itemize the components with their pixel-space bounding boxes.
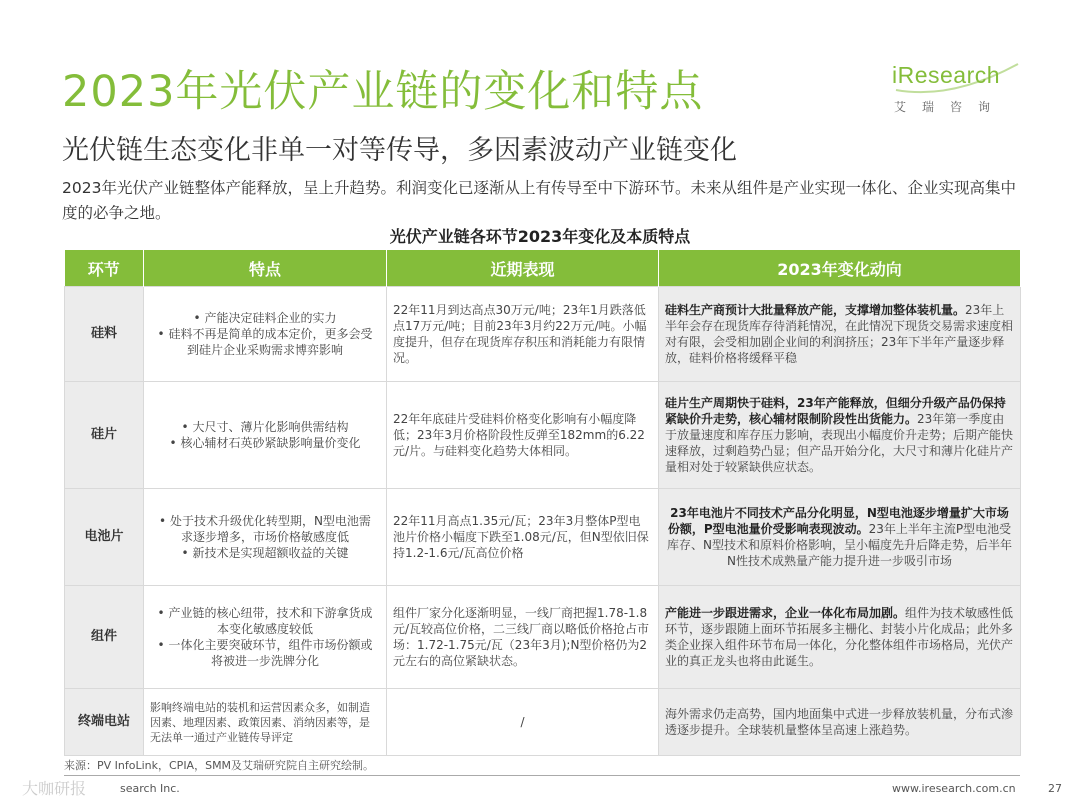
header-recent: 近期表现 (387, 250, 659, 287)
features-cell (144, 489, 387, 586)
table-row (65, 586, 1021, 689)
page-title: 2023年光伏产业链的变化和特点 (62, 67, 704, 117)
segment-cell: 终端电站 (65, 689, 144, 756)
feature-item: • 一体化主要突破环节，组件市场份额或将被进一步洗牌分化 (154, 637, 376, 669)
trend-text: 23年上半年会存在现货库存待消耗情况，在此情况下现货交易需求速度相对有限，会受相加剧企业间的利润挤压；23年下半年产量逐步释放，硅料价格将缓释平稳 (665, 303, 1014, 365)
iresearch-logo (892, 60, 1022, 122)
footer-company: search Inc. (120, 782, 180, 795)
trend-highlight: 硅片生产周期快于硅料，23年产能释放，但细分升级产品仍保持紧缺价升走势，核心辅材限制阶段性出货能力。 (665, 396, 1006, 426)
feature-item: • 处于技术升级优化转型期，N型电池需求逐步增多，市场价格敏感度低 (154, 513, 376, 545)
recent-cell: 22年年底硅片受硅料价格变化影响有小幅度降低；23年3月价格阶段性反弹至182mm的6.22元/片。与硅料变化趋势大体相同。 (387, 382, 659, 489)
page-number: 27 (1048, 782, 1062, 795)
recent-cell: 组件厂家分化逐渐明显，一线厂商把握1.78-1.8元/瓦较高位价格，二三线厂商以略低价格抢占市场：1.72-1.75元/瓦（23年3月);N型价格仍为2元左右的高位紧缺状态。 (387, 586, 659, 689)
footer-divider (64, 775, 1020, 776)
recent-cell: 22年11月高点1.35元/瓦；23年3月整体P型电池片价格小幅度下跌至1.08元/瓦，但N型依旧保持1.2-1.6元/瓦高位价格 (387, 489, 659, 586)
industry-chain-table (64, 250, 1021, 756)
trend-cell (659, 586, 1021, 689)
recent-cell: / (387, 689, 659, 756)
feature-item: • 产业链的核心纽带，技术和下游拿货成本变化敏感度较低 (154, 605, 376, 637)
header-trend: 2023年变化动向 (659, 250, 1021, 287)
trend-highlight: 硅料生产商预计大批量释放产能，支撑增加整体装机量。 (665, 303, 966, 317)
footer-url[interactable]: www.iresearch.com.cn (892, 782, 1016, 795)
table-row (65, 689, 1021, 756)
trend-text: 23年第一季度由于放量速度和库存压力影响，表现出小幅度价升走势；后期产能快速释放，过剩趋势凸显；但产品开始分化，大尺寸和薄片化硅片产量相对处于较紧缺供应状态。 (665, 412, 1014, 474)
trend-cell (659, 689, 1021, 756)
segment-cell: 组件 (65, 586, 144, 689)
segment-cell: 电池片 (65, 489, 144, 586)
svg-text:大咖研报: 大咖研报 (22, 779, 87, 798)
feature-item: • 产能决定硅料企业的实力 (154, 310, 376, 326)
table-row (65, 489, 1021, 586)
features-cell (144, 586, 387, 689)
feature-item: • 新技术是实现超额收益的关键 (154, 545, 376, 561)
feature-item: • 大尺寸、薄片化影响供需结构 (154, 419, 376, 435)
features-cell: 影响终端电站的装机和运营因素众多，如制造因素、地理因素、政策因素、消纳因素等，是无法单一通过产业链传导评定 (144, 689, 387, 756)
trend-cell (659, 287, 1021, 382)
watermark-logo (18, 775, 128, 801)
trend-text: 组件为技术敏感性低环节，逐步跟随上面环节拓展多主栅化、封装小片化成品；此外多类企业探入组件环节布局一体化，分化整体组件市场格局，光伏产业的真正龙头也将由此诞生。 (665, 606, 1014, 668)
feature-item: • 硅料不再是简单的成本定价，更多会受到硅片企业采购需求博弈影响 (154, 326, 376, 358)
header-segment: 环节 (65, 250, 144, 287)
recent-cell: 22年11月到达高点30万元/吨；23年1月跌落低点17万元/吨；目前23年3月约22万元/吨。小幅度提升，但存在现货库存积压和消耗能力有限情况。 (387, 287, 659, 382)
trend-highlight: 23年电池片不同技术产品分化明显，N型电池逐步增量扩大市场份额，P型电池量价受影响表现波动。 (667, 506, 1009, 536)
header-features: 特点 (144, 250, 387, 287)
table-header-row (65, 250, 1021, 287)
logo-subtitle: 艾瑞咨询 (894, 100, 1007, 114)
page-subtitle: 光伏链生态变化非单一对等传导，多因素波动产业链变化 (62, 135, 737, 166)
table-title: 光伏产业链各环节2023年变化及本质特点 (389, 227, 691, 246)
source-note: 来源：PV InfoLink，CPIA，SMM及艾瑞研究院自主研究绘制。 (64, 759, 375, 772)
logo-wordmark: iResearch (892, 62, 1001, 88)
table-row (65, 382, 1021, 489)
trend-cell (659, 489, 1021, 586)
intro-paragraph: 2023年光伏产业链整体产能释放，呈上升趋势。利润变化已逐渐从上有传导至中下游环节。未来从组件是产业实现一体化、企业实现高集中度的必争之地。 (62, 179, 1016, 222)
features-cell (144, 287, 387, 382)
table-row (65, 287, 1021, 382)
trend-text: 23年上半年主流P型电池受库存、N型技术和原料价格影响，呈小幅度先升后降走势，后半年N性技术成熟量产能力提升进一步吸引市场 (667, 522, 1012, 568)
features-cell (144, 382, 387, 489)
trend-highlight: 产能进一步跟进需求，企业一体化布局加剧。 (665, 606, 906, 620)
trend-cell (659, 382, 1021, 489)
feature-item: • 核心辅材石英砂紧缺影响量价变化 (154, 435, 376, 451)
segment-cell: 硅料 (65, 287, 144, 382)
segment-cell: 硅片 (65, 382, 144, 489)
trend-text: 海外需求仍走高势，国内地面集中式进一步释放装机量，分布式渗透逐步提升。全球装机量整体呈高速上涨趋势。 (665, 707, 1014, 737)
